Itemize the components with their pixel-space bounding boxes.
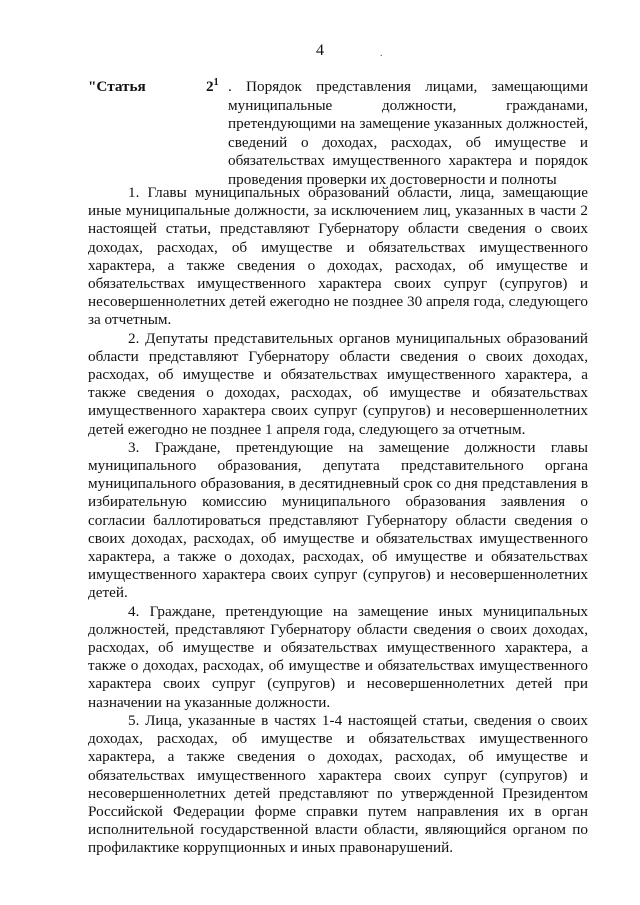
paragraph-3: 3. Граждане, претендующие на замещение должности главы муниципального образования, депутата представительного органа муниципального образования, в десятидневный срок со дня представления в избирательную комиссию муниципального образования заявления о согласии баллотироваться представляют Губернатору области сведения о своих доходах, расходах, об имуществе и обязательствах имущественного характера, а также о доходах, расходах, об имуществе и обязательствах имущественного характера своих супруг (супругов) и несовершеннолетних детей. <box>88 438 588 602</box>
article-number <box>206 78 219 97</box>
article-number-sup: 1 <box>213 76 219 88</box>
article-number-main: 2 <box>206 78 214 95</box>
paragraph-1: 1. Главы муниципальных образований области, лица, замещающие иные муниципальные должности, за исключением лиц, указанных в части 2 настоящей статьи, представляют Губернатору области сведения о своих доходах, расходах, об имуществе и обязательствах имущественного характера, а также сведения о доходах, расходах, об имуществе и обязательствах имущественного характера своих супруг (супругов) и несовершеннолетних детей ежегодно не позднее 30 апреля года, следующего за отчетным. <box>88 184 588 329</box>
paragraph-4: 4. Граждане, претендующие на замещение иных муниципальных должностей, представляют Губернатору области сведения о своих доходах, расходах, об имуществе и обязательствах имущественного характера, а также о доходах, расходах, об имуществе и обязательствах имущественного характера своих супруг (супругов) и несовершеннолетних детей при назначении на указанные должности. <box>88 602 588 711</box>
page-mark: . <box>380 48 383 59</box>
article-body <box>88 184 588 858</box>
article-label: "Статья <box>88 78 146 95</box>
paragraph-5: 5. Лица, указанные в частях 1-4 настоящей статьи, сведения о своих доходах, расходах, об имуществе и обязательствах имущественного характера, а также сведения о доходах, расходах, об имуществе и обязательствах имущественного характера своих супруг (супругов) и несовершеннолетних детей представляют по утвержденной Президентом Российской Федерации форме справки путем направления их в орган исполнительной государственной власти области, являющийся органом по профилактике коррупционных и иных правонарушений. <box>88 711 588 857</box>
article-title: . Порядок представления лицами, замещающими муниципальные должности, гражданами, претендующими на замещение указанных должностей, сведений о доходах, расходах, об имуществе и обязательствах имущественного характера и порядок проведения проверки их достоверности и полноты <box>228 78 588 188</box>
paragraph-2: 2. Депутаты представительных органов муниципальных образований области представляют Губернатору области сведения о своих доходах, расходах, об имуществе и обязательствах имущественного характера, а также сведения о доходах, расходах, об имуществе и обязательствах имущественного характера своих супруг (супругов) и несовершеннолетних детей ежегодно не позднее 1 апреля года, следующего за отчетным. <box>88 329 588 438</box>
page-number: 4 <box>316 42 324 59</box>
